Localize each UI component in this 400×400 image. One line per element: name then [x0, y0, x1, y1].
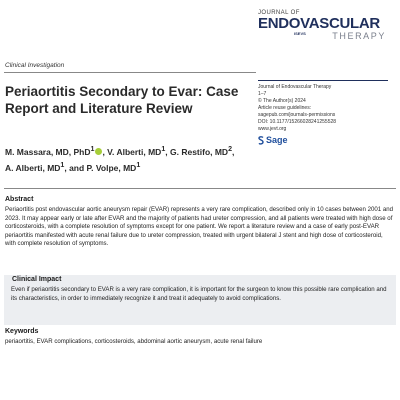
meta-reuse: Article reuse guidelines:: [258, 105, 312, 111]
abstract-text: Periaortitis post endovascular aortic aneurysm repair (EVAR) represents a very rare complication, described only in 10 cases between 2001 and 2023. It may appear early or late after EVAR and the majority of patients had ureter compression, and all patients were treated with high dose of corticosteroids, with a complete resolution of symptoms except for one patient. We report a literature review and a case of early post-EVAR periaortitis manifested with acute renal failure due to ureter compression, treated with urgent bilateral J stent and high dose of corticosteroid, with complete resolution of symptoms.: [5, 206, 394, 248]
author-name: , G. Restifo, MD: [165, 146, 229, 157]
publisher-logo: [258, 136, 392, 145]
meta-website[interactable]: www.jevt.org: [258, 126, 287, 132]
author-name: , V. Alberti, MD: [102, 146, 162, 157]
author-name: , and P. Volpe, MD: [64, 162, 137, 173]
author-line-2: [5, 159, 255, 175]
meta-divider: [258, 80, 388, 81]
meta-doi[interactable]: DOI: 10.1177/15266028241255528: [258, 119, 337, 125]
meta-pages: 1–7: [258, 91, 267, 97]
header-divider: [4, 72, 256, 73]
journal-logo-line3: THERAPY: [332, 31, 386, 41]
clinical-impact-text: Even if periaortitis secondary to EVAR is a very rare complication, it is important for the surgeon to know this possible rare complication and its characteristics, in order to immediately recognize it and treat it adequately to avoid complications.: [11, 286, 387, 302]
sage-icon: [258, 136, 264, 145]
author-list: [5, 143, 255, 175]
article-title: Periaortitis Secondary to Evar: Case Report and Literature Review: [5, 84, 239, 116]
keywords-text: periaortitis, EVAR complications, corticosteroids, abdominal aortic aneurysm, acute renal failure: [5, 338, 263, 345]
meta-journal: Journal of Endovascular Therapy: [258, 84, 332, 90]
author-affiliation: 2: [228, 145, 233, 153]
article-meta: [258, 80, 392, 145]
author-affiliation: 1: [60, 160, 65, 169]
author-name: M. Massara, MD, PhD: [5, 146, 91, 157]
meta-copyright: © The Author(s) 2024: [258, 98, 306, 104]
journal-logo-line2: ENDOVASCULAR: [258, 15, 380, 32]
publisher-name: Sage: [266, 135, 288, 145]
meta-permissions-link[interactable]: sagepub.com/journals-permissions: [258, 112, 336, 118]
abstract-heading: Abstract: [5, 196, 34, 203]
keywords-heading: Keywords: [5, 328, 39, 335]
author-affiliation: 1: [90, 145, 95, 153]
section-label: Clinical Investigation: [5, 62, 65, 69]
abstract-divider: [4, 188, 396, 189]
clinical-impact-heading: Clinical Impact: [12, 276, 62, 283]
journal-logo-line1: JOURNAL OF: [258, 10, 300, 16]
author-line-1: [5, 143, 255, 159]
author-name: A. Alberti, MD: [5, 162, 61, 173]
author-separator: ,: [232, 146, 235, 157]
author-affiliation: 1: [161, 145, 166, 153]
journal-logo: [258, 10, 386, 41]
journal-logo-small: ISEVS: [294, 31, 306, 36]
author-affiliation: 1: [136, 160, 141, 169]
